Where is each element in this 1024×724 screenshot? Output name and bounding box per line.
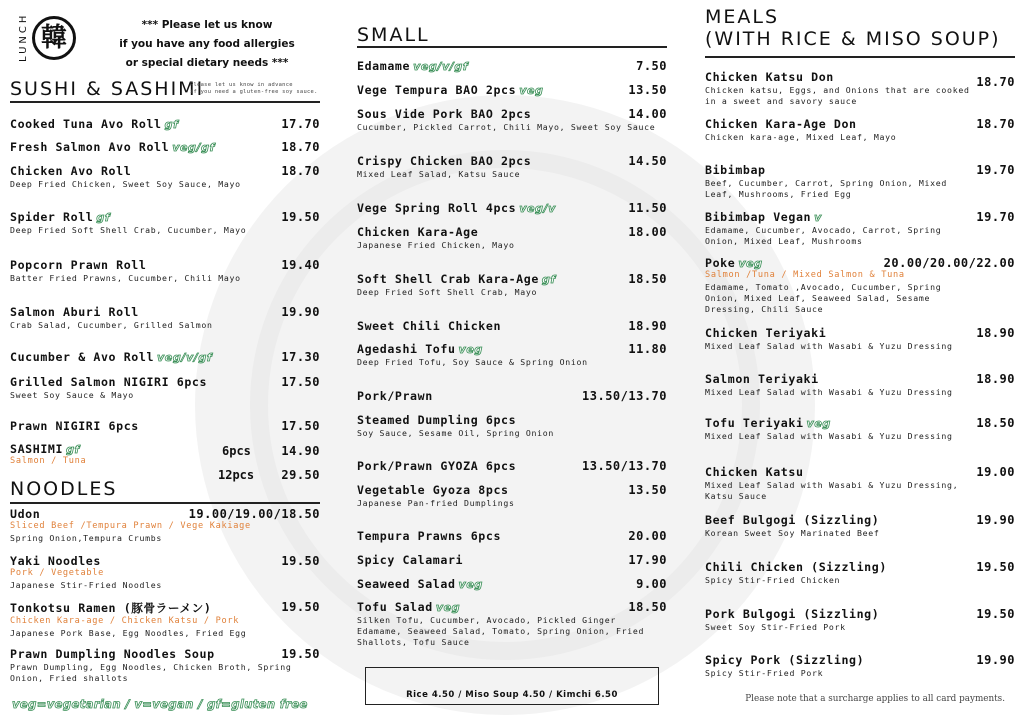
menu-item [357,272,667,298]
menu-item [357,483,667,509]
menu-item [10,507,320,544]
diet-tag: veg [435,601,461,614]
item-price: 11.80 [628,342,667,356]
item-price: 20.00 [628,529,667,543]
item-name: Udon [10,507,41,521]
item-description: Edamame, Cucumber, Avocado, Carrot, Spring Onion, Mixed Leaf, Mushrooms [705,225,942,246]
menu-item [357,553,667,567]
item-description: Korean Sweet Soy Marinated Beef [705,528,880,538]
menu-item [10,554,320,591]
item-description: Mixed Leaf Salad with Wasabi & Yuzu Dressing [705,431,953,441]
item-price: 18.90 [628,319,667,333]
column-right [705,0,1015,724]
menu-item [357,107,667,133]
menu-item [357,154,667,180]
item-name: Spicy Pork (Sizzling) [705,653,865,667]
item-name: Vege Tempura BAO 2pcs [357,83,517,97]
item-description: Sweet Soy Stir-Fried Pork [705,622,846,632]
item-price: 19.50 [281,210,320,224]
menu-item [10,375,320,401]
item-price: 18.50 [976,416,1015,430]
menu-item [705,560,1015,586]
item-description: Chicken kara-age, Mixed Leaf, Mayo [705,132,897,142]
item-price: 13.50 [628,483,667,497]
item-description: Batter Fried Prawns, Cucumber, Chili Mayo [10,273,241,283]
side-label: LUNCH [18,12,29,62]
item-name: Vege Spring Roll 4pcs [357,201,517,215]
item-description: Soy Sauce, Sesame Oil, Spring Onion [357,428,555,438]
sides-box [365,667,659,705]
menu-item [10,258,320,284]
menu-item [357,529,667,543]
item-price: 20.00/20.00/22.00 [883,256,1015,270]
diet-tag: gf [96,211,111,224]
section-title-sushi: SUSHI & SASHIMI [10,78,205,100]
item-name: Spicy Calamari [357,553,464,567]
item-description: Chicken katsu, Eggs, and Onions that are cooked in a sweet and savory sauce [705,85,970,106]
diet-tag: gf [541,273,556,286]
item-name: Chicken Teriyaki [705,326,827,340]
item-price: 29.50 [281,468,320,482]
item-options: Pork / Vegetable [10,568,104,578]
item-description: Deep Fried Chicken, Sweet Soy Sauce, Mayo [10,179,241,189]
menu-item [705,416,1015,442]
item-name: Bibimbap [705,163,766,177]
item-name: Prawn Dumpling Noodles Soup [10,647,215,661]
item-description: Mixed Leaf Salad with Wasabi & Yuzu Dressing [705,387,953,397]
item-name: Yaki Noodles [10,554,101,568]
item-price: 19.70 [976,210,1015,224]
item-description: Deep Fried Tofu, Soy Sauce & Spring Onion [357,357,588,367]
item-price: 19.40 [281,258,320,272]
item-name: Salmon Aburi Roll [10,305,139,319]
menu-item [357,389,667,403]
item-price: 19.90 [281,305,320,319]
menu-item [357,319,667,333]
item-price: 19.90 [976,513,1015,527]
item-price: 9.00 [636,577,667,591]
menu-item [357,600,667,648]
item-name: Chicken Katsu Don [705,70,834,84]
item-name: Pork/Prawn [357,389,433,403]
surcharge-note: Please note that a surcharge applies to all card payments. [745,694,1005,704]
item-name: Soft Shell Crab Kara-Age [357,272,539,286]
menu-item [357,342,667,368]
item-options: Salmon / Tuna [10,456,87,466]
item-name: Chicken Kara-Age [357,225,479,239]
item-description: Deep Fried Soft Shell Crab, Cucumber, Mayo [10,225,247,235]
section-title-noodles: NOODLES [10,478,118,500]
diet-tag: veg [458,578,483,591]
menu-item [10,600,320,639]
menu-item [10,647,320,684]
item-price: 19.70 [976,163,1015,177]
menu-item [10,117,320,131]
item-name: Fresh Salmon Avo Roll [10,140,170,154]
menu-item [10,164,320,190]
item-price: 18.70 [281,140,320,154]
item-description: Spring Onion,Tempura Crumbs [10,533,162,543]
item-price: 19.90 [976,653,1015,667]
item-name: Beef Bulgogi (Sizzling) [705,513,880,527]
menu-item [705,326,1015,352]
item-description: Mixed Leaf Salad with Wasabi & Yuzu Dressing, Katsu Sauce [705,480,959,501]
item-price: 19.00 [976,465,1015,479]
item-price: 18.00 [628,225,667,239]
item-description: Mixed Leaf Salad with Wasabi & Yuzu Dressing [705,341,953,351]
item-name: Tofu Salad [357,600,433,614]
item-name: Vegetable Gyoza 8pcs [357,483,509,497]
diet-tag: veg/v/gf [157,351,213,364]
diet-tag: veg [738,257,763,270]
item-price: 17.50 [281,375,320,389]
item-price: 19.50 [281,554,320,568]
menu-item [705,372,1015,398]
item-description: Japanese Fried Chicken, Mayo [357,240,515,250]
item-name: SASHIMI [10,442,64,456]
item-price: 18.90 [976,372,1015,386]
diet-tag: veg/v/gf [413,60,469,73]
menu-item [10,419,320,433]
item-name: Steamed Dumpling 6pcs [357,413,517,427]
item-price: 17.70 [281,117,320,131]
gluten-note-line: Please let us know in advance [190,82,293,88]
item-price: 13.50/13.70 [582,459,667,473]
item-price: 14.00 [628,107,667,121]
item-price: 18.70 [976,75,1015,89]
diet-tag: veg [519,84,544,97]
item-name: Pork/Prawn GYOZA 6pcs [357,459,517,473]
item-description: Deep Fried Soft Shell Crab, Mayo [357,287,538,297]
item-name: Spider Roll [10,210,94,224]
menu-item [705,513,1015,539]
item-name: Pork Bulgogi (Sizzling) [705,607,880,621]
item-description: Japanese Pan-fried Dumplings [357,498,515,508]
item-description: Japanese Stir-Fried Noodles [10,580,162,590]
item-name: Salmon Teriyaki [705,372,819,386]
item-name: Tonkotsu Ramen (豚骨ラーメン) [10,601,212,615]
menu-item [705,256,1015,315]
item-name: Chili Chicken (Sizzling) [705,560,887,574]
item-price: 19.50 [976,560,1015,574]
section-title-small: SMALL [357,24,430,46]
item-price: 18.70 [281,164,320,178]
sides-prices: Rice 4.50 / Miso Soup 4.50 / Kimchi 6.50 [406,690,618,700]
diet-tag: veg [806,417,831,430]
diet-tag: gf [164,118,179,131]
menu-item [705,607,1015,633]
item-price: 18.50 [628,272,667,286]
menu-item [705,653,1015,679]
item-name: Prawn NIGIRI 6pcs [10,419,139,433]
item-name: Poke [705,256,736,270]
item-price: 19.00/19.00/18.50 [188,507,320,521]
allergy-line: if you have any food allergies [119,38,295,50]
item-name: Sous Vide Pork BAO 2pcs [357,107,532,121]
item-price: 19.50 [281,600,320,614]
menu-item [705,465,1015,502]
item-description: Edamame, Tomato ,Avocado, Cucumber, Spring Onion, Mixed Leaf, Seaweed Salad, Sesame Dressing, Chili Sauce [705,282,942,314]
menu-item [705,163,1015,200]
item-name: Seaweed Salad [357,577,456,591]
menu-item [705,210,1015,247]
item-description: Silken Tofu, Cucumber, Avocado, Pickled Ginger Edamame, Seaweed Salad, Tomato, Spring Onion, Fried Shallots, Tofu Sauce [357,615,645,647]
item-description: Sweet Soy Sauce & Mayo [10,390,134,400]
item-description: Cucumber, Pickled Carrot, Chili Mayo, Sweet Soy Sauce [357,122,656,132]
item-name: Sweet Chili Chicken [357,319,502,333]
item-name: Agedashi Tofu [357,342,456,356]
allergy-line: *** Please let us know [141,19,273,31]
item-description: Prawn Dumpling, Egg Noodles, Chicken Broth, Spring Onion, Fried shallots [10,662,292,683]
menu-item [10,350,320,364]
item-name: Popcorn Prawn Roll [10,258,147,272]
item-price: 17.50 [281,419,320,433]
section-title-meals: MEALS [705,6,780,28]
item-description: Crab Salad, Cucumber, Grilled Salmon [10,320,213,330]
item-name: Chicken Katsu [705,465,804,479]
size-label: 6pcs [222,444,251,458]
column-middle [357,0,667,724]
menu-item [10,442,320,482]
size-label: 12pcs [218,468,255,482]
menu-item [357,59,667,73]
gluten-note-line: if you need a gluten-free soy sauce. [190,89,318,95]
item-name: Cucumber & Avo Roll [10,350,155,364]
diet-tag: veg [458,343,483,356]
item-description: Beef, Cucumber, Carrot, Spring Onion, Mixed Leaf, Mushrooms, Fried Egg [705,178,948,199]
diet-tag: veg/gf [172,141,215,154]
item-name: Chicken Avo Roll [10,164,132,178]
menu-item [705,70,1015,107]
menu-item [357,413,667,439]
allergy-line: or special dietary needs *** [125,57,289,69]
item-price: 19.50 [281,647,320,661]
menu-item [10,210,320,236]
item-description: Spicy Stir-Fried Pork [705,668,824,678]
item-options: Sliced Beef /Tempura Prawn / Vege Kakiage [10,521,251,531]
item-price: 14.50 [628,154,667,168]
menu-item [357,225,667,251]
item-price: 13.50/13.70 [582,389,667,403]
logo [32,16,76,60]
item-price: 17.90 [628,553,667,567]
item-price: 18.50 [628,600,667,614]
item-price: 19.50 [976,607,1015,621]
item-price: 7.50 [636,59,667,73]
item-name: Edamame [357,59,411,73]
item-description: Japanese Pork Base, Egg Noodles, Fried Egg [10,628,247,638]
diet-legend: veg=vegetarian / v=vegan / gf=gluten free [12,697,308,711]
item-price: 14.90 [281,444,320,458]
item-name: Cooked Tuna Avo Roll [10,117,162,131]
section-subtitle-meals: (WITH RICE & MISO SOUP) [705,28,1001,50]
column-left [10,0,320,724]
item-price: 17.30 [281,350,320,364]
menu-item [357,459,667,473]
gluten-note [190,82,318,96]
menu-item [357,201,667,215]
item-options: Chicken Kara-age / Chicken Katsu / Pork [10,616,240,626]
item-name: Grilled Salmon NIGIRI 6pcs [10,375,208,389]
diet-tag: veg/v [519,202,556,215]
menu-item [357,577,667,591]
diet-tag: gf [66,443,80,456]
allergy-notice [92,16,322,73]
item-name: Tempura Prawns 6pcs [357,529,502,543]
item-price: 18.90 [976,326,1015,340]
menu-item [10,140,320,154]
menu-item [357,83,667,97]
item-description: Spicy Stir-Fried Chicken [705,575,841,585]
item-price: 13.50 [628,83,667,97]
menu-item [705,117,1015,143]
item-description: Mixed Leaf Salad, Katsu Sauce [357,169,521,179]
item-name: Chicken Kara-Age Don [705,117,857,131]
item-price: 18.70 [976,117,1015,131]
diet-tag: v [814,211,822,224]
menu-item [10,305,320,331]
item-price: 11.50 [628,201,667,215]
item-name: Crispy Chicken BAO 2pcs [357,154,532,168]
item-options: Salmon /Tuna / Mixed Salmon & Tuna [705,270,905,280]
item-name: Tofu Teriyaki [705,416,804,430]
logo-char: 韓 [40,23,67,53]
item-name: Bibimbap Vegan [705,210,812,224]
